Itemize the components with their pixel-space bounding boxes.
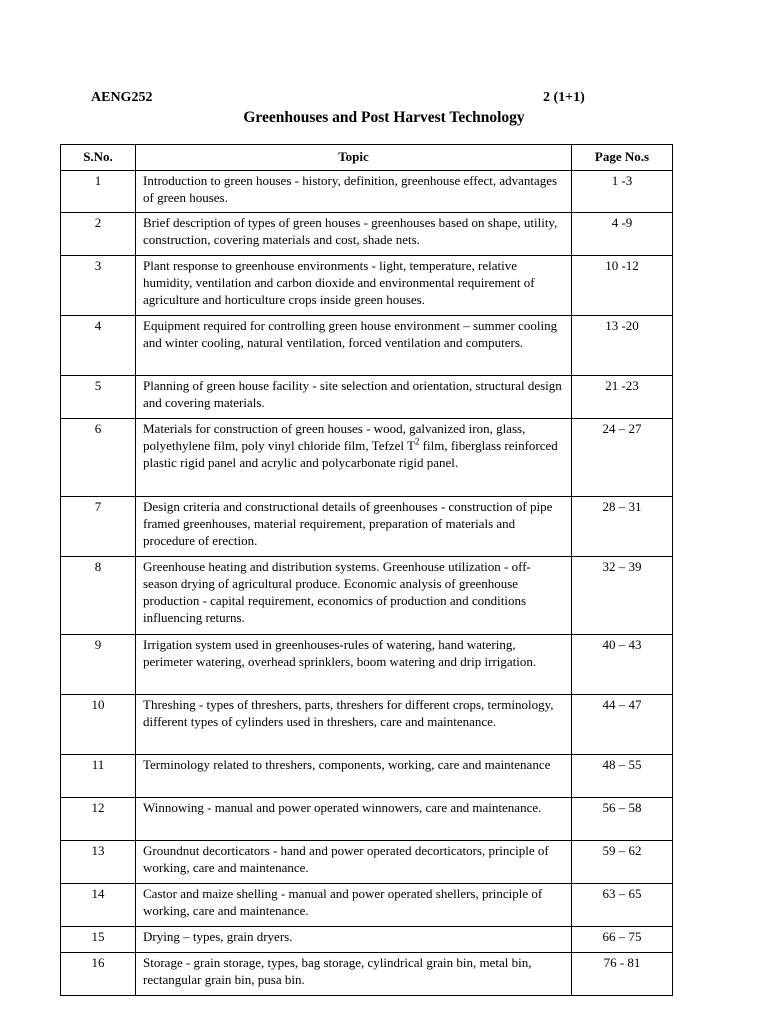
table-row <box>61 256 673 316</box>
row-sno: 1 <box>61 171 136 213</box>
row-pages: 56 – 58 <box>572 798 673 841</box>
row-sno: 16 <box>61 953 136 996</box>
column-header-topic: Topic <box>136 145 572 171</box>
row-pages: 63 – 65 <box>572 884 673 927</box>
row-sno: 7 <box>61 497 136 557</box>
row-topic: Design criteria and constructional details of greenhouses - construction of pipe framed greenhouses, material requirement, preparation of materials and procedure of erection. <box>136 497 572 557</box>
row-topic-text-cont: film, fiberglass reinforced plastic rigid panel and acrylic and polycarbonate rigid panel. <box>143 438 558 470</box>
table-row <box>61 557 673 635</box>
row-pages: 40 – 43 <box>572 635 673 695</box>
table-row <box>61 884 673 927</box>
row-sno: 6 <box>61 419 136 497</box>
row-topic: Brief description of types of green houses - greenhouses based on shape, utility, construction, covering materials and cost, shade nets. <box>136 213 572 256</box>
row-pages: 28 – 31 <box>572 497 673 557</box>
course-code: AENG252 <box>91 90 153 105</box>
row-pages: 32 – 39 <box>572 557 673 635</box>
table-row <box>61 316 673 376</box>
row-pages: 48 – 55 <box>572 755 673 798</box>
table-row <box>61 927 673 953</box>
page-title: Greenhouses and Post Harvest Technology <box>243 109 525 126</box>
contents-table <box>60 144 673 996</box>
course-credits: 2 (1+1) <box>543 90 585 105</box>
row-pages: 76 - 81 <box>572 953 673 996</box>
row-topic: Introduction to green houses - history, definition, greenhouse effect, advantages of green houses. <box>136 171 572 213</box>
row-pages: 21 -23 <box>572 376 673 419</box>
row-topic <box>136 419 572 497</box>
row-sno: 5 <box>61 376 136 419</box>
row-sno: 11 <box>61 755 136 798</box>
superscript: 2 <box>414 436 420 447</box>
row-sno: 15 <box>61 927 136 953</box>
row-topic: Groundnut decorticators - hand and power operated decorticators, principle of working, care and maintenance. <box>136 841 572 884</box>
row-pages: 1 -3 <box>572 171 673 213</box>
table-row <box>61 798 673 841</box>
table-row <box>61 755 673 798</box>
row-sno: 12 <box>61 798 136 841</box>
row-topic: Terminology related to threshers, components, working, care and maintenance <box>136 755 572 798</box>
table-row <box>61 419 673 497</box>
row-topic: Threshing - types of threshers, parts, threshers for different crops, terminology, different types of cylinders used in threshers, care and maintenance. <box>136 695 572 755</box>
row-pages: 24 – 27 <box>572 419 673 497</box>
table-row <box>61 635 673 695</box>
table-row <box>61 497 673 557</box>
row-sno: 10 <box>61 695 136 755</box>
row-topic: Equipment required for controlling green house environment – summer cooling and winter cooling, natural ventilation, forced ventilation and computers. <box>136 316 572 376</box>
row-topic: Planning of green house facility - site selection and orientation, structural design and covering materials. <box>136 376 572 419</box>
row-sno: 13 <box>61 841 136 884</box>
row-sno: 9 <box>61 635 136 695</box>
row-topic: Storage - grain storage, types, bag storage, cylindrical grain bin, metal bin, rectangular grain bin, pusa bin. <box>136 953 572 996</box>
row-topic: Drying – types, grain dryers. <box>136 927 572 953</box>
row-topic: Greenhouse heating and distribution systems. Greenhouse utilization - off-season drying of agricultural produce. Economic analysis of greenhouse production - capital requirement, economics of production and conditions influencing returns. <box>136 557 572 635</box>
column-header-pages: Page No.s <box>572 145 673 171</box>
row-sno: 2 <box>61 213 136 256</box>
table-row <box>61 841 673 884</box>
column-header-sno: S.No. <box>61 145 136 171</box>
row-sno: 3 <box>61 256 136 316</box>
row-topic: Castor and maize shelling - manual and power operated shellers, principle of working, care and maintenance. <box>136 884 572 927</box>
row-sno: 14 <box>61 884 136 927</box>
row-pages: 10 -12 <box>572 256 673 316</box>
row-topic: Irrigation system used in greenhouses-rules of watering, hand watering, perimeter watering, overhead sprinklers, boom watering and drip irrigation. <box>136 635 572 695</box>
table-row <box>61 695 673 755</box>
row-pages: 66 – 75 <box>572 927 673 953</box>
row-pages: 4 -9 <box>572 213 673 256</box>
row-sno: 4 <box>61 316 136 376</box>
row-topic: Winnowing - manual and power operated winnowers, care and maintenance. <box>136 798 572 841</box>
row-topic-text: Materials for construction of green houses - wood, galvanized iron, glass, polyethylene film, poly vinyl chloride film, Tefzel T <box>143 421 526 453</box>
table-header-row <box>61 145 673 171</box>
row-pages: 59 – 62 <box>572 841 673 884</box>
row-sno: 8 <box>61 557 136 635</box>
row-pages: 44 – 47 <box>572 695 673 755</box>
row-pages: 13 -20 <box>572 316 673 376</box>
row-topic: Plant response to greenhouse environments - light, temperature, relative humidity, ventilation and carbon dioxide and environmental requirement of agriculture and horticulture crops inside green houses. <box>136 256 572 316</box>
table-row <box>61 213 673 256</box>
table-row <box>61 376 673 419</box>
table-row <box>61 171 673 213</box>
table-row <box>61 953 673 996</box>
